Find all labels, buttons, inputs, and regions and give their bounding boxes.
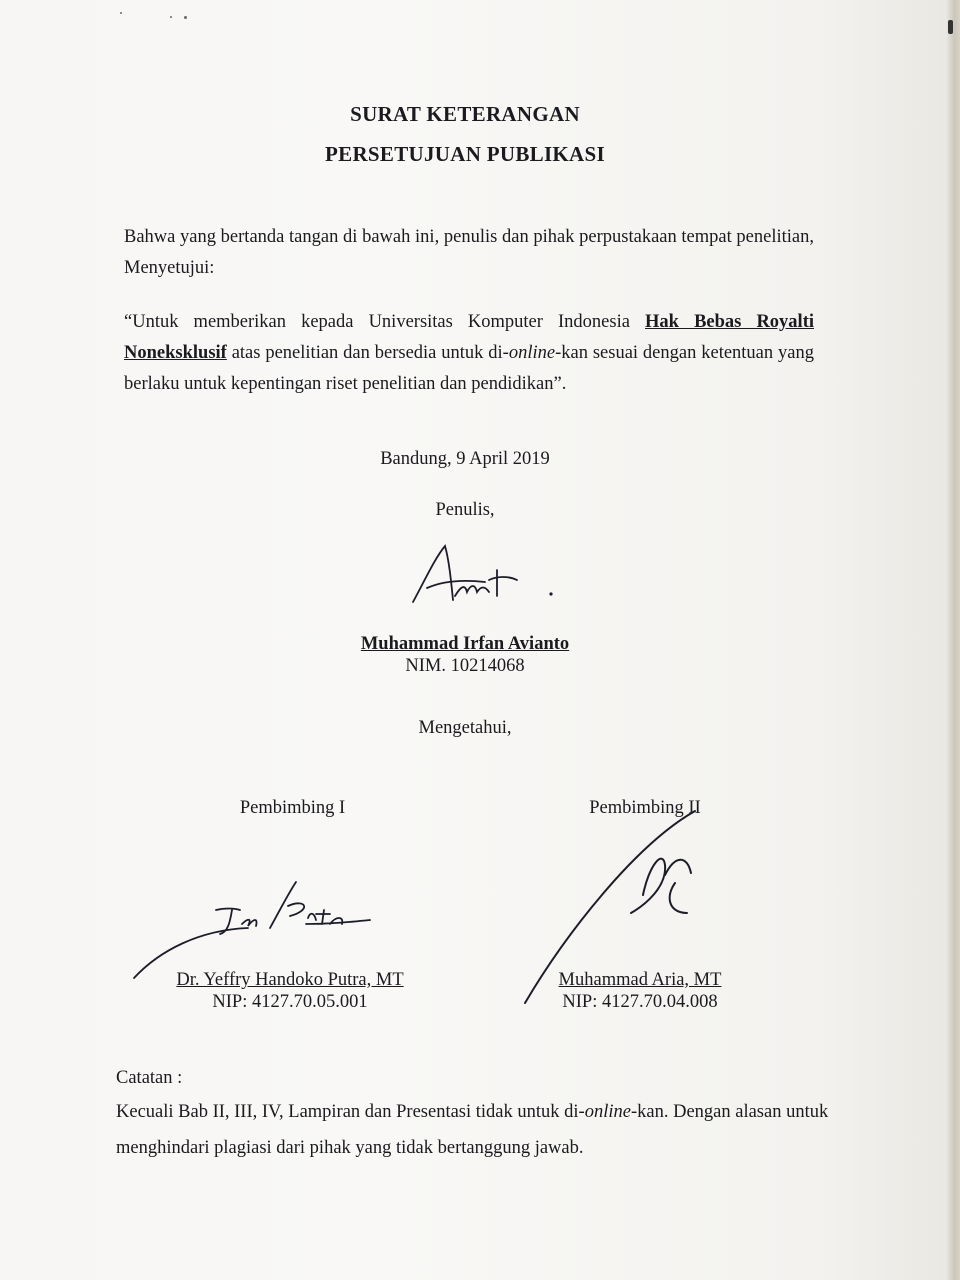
place-date: Bandung, 9 April 2019 xyxy=(380,449,550,469)
acknowledged-label: Mengetahui, xyxy=(418,718,512,738)
note-text-1: Kecuali Bab II, III, IV, Lampiran dan Presentasi tidak untuk di- xyxy=(116,1102,585,1122)
speck xyxy=(170,16,172,18)
note-text-2: -kan. Dengan alasan untuk menghindari plagiasi dari pihak yang tidak bertanggung jawab. xyxy=(116,1102,829,1158)
author-name: Muhammad Irfan Avianto xyxy=(360,634,570,654)
advisor2-name: Muhammad Aria, MT xyxy=(558,970,722,990)
speck xyxy=(120,12,122,14)
statement-text-2: atas penelitian dan bersedia untuk di- xyxy=(226,343,509,363)
advisor2-id: NIP: 4127.70.04.008 xyxy=(562,992,718,1012)
page-edge xyxy=(946,0,960,1280)
license-term: Hak Bebas Royalti Noneksklusif xyxy=(124,312,814,363)
statement-italic: online xyxy=(508,343,556,363)
statement-text-1: “Untuk memberikan kepada Universitas Komputer Indonesia xyxy=(124,312,646,332)
note-text xyxy=(116,1094,836,1166)
statement-paragraph xyxy=(124,307,814,400)
author-signature xyxy=(405,540,565,610)
author-id: NIM. 10214068 xyxy=(405,656,525,676)
advisor1-role: Pembimbing I xyxy=(239,798,346,818)
advisor1-id: NIP: 4127.70.05.001 xyxy=(212,992,368,1012)
speck xyxy=(184,16,187,19)
document-title: SURAT KETERANGAN xyxy=(350,102,580,126)
intro-paragraph: Bahwa yang bertanda tangan di bawah ini, penulis dan pihak perpustakaan tempat penelitian, Menyetujui: xyxy=(124,227,814,278)
note-label: Catatan : xyxy=(116,1068,183,1088)
author-role: Penulis, xyxy=(435,500,495,520)
speck xyxy=(948,20,953,34)
document-subtitle: PERSETUJUAN PUBLIKASI xyxy=(325,142,605,166)
advisor1-name: Dr. Yeffry Handoko Putra, MT xyxy=(176,970,404,990)
advisor2-role: Pembimbing II xyxy=(589,798,701,818)
statement-text-3: -kan sesuai dengan ketentuan yang berlaku untuk kepentingan riset penelitian dan pendidikan”. xyxy=(124,343,814,394)
note-italic: online xyxy=(584,1102,631,1122)
